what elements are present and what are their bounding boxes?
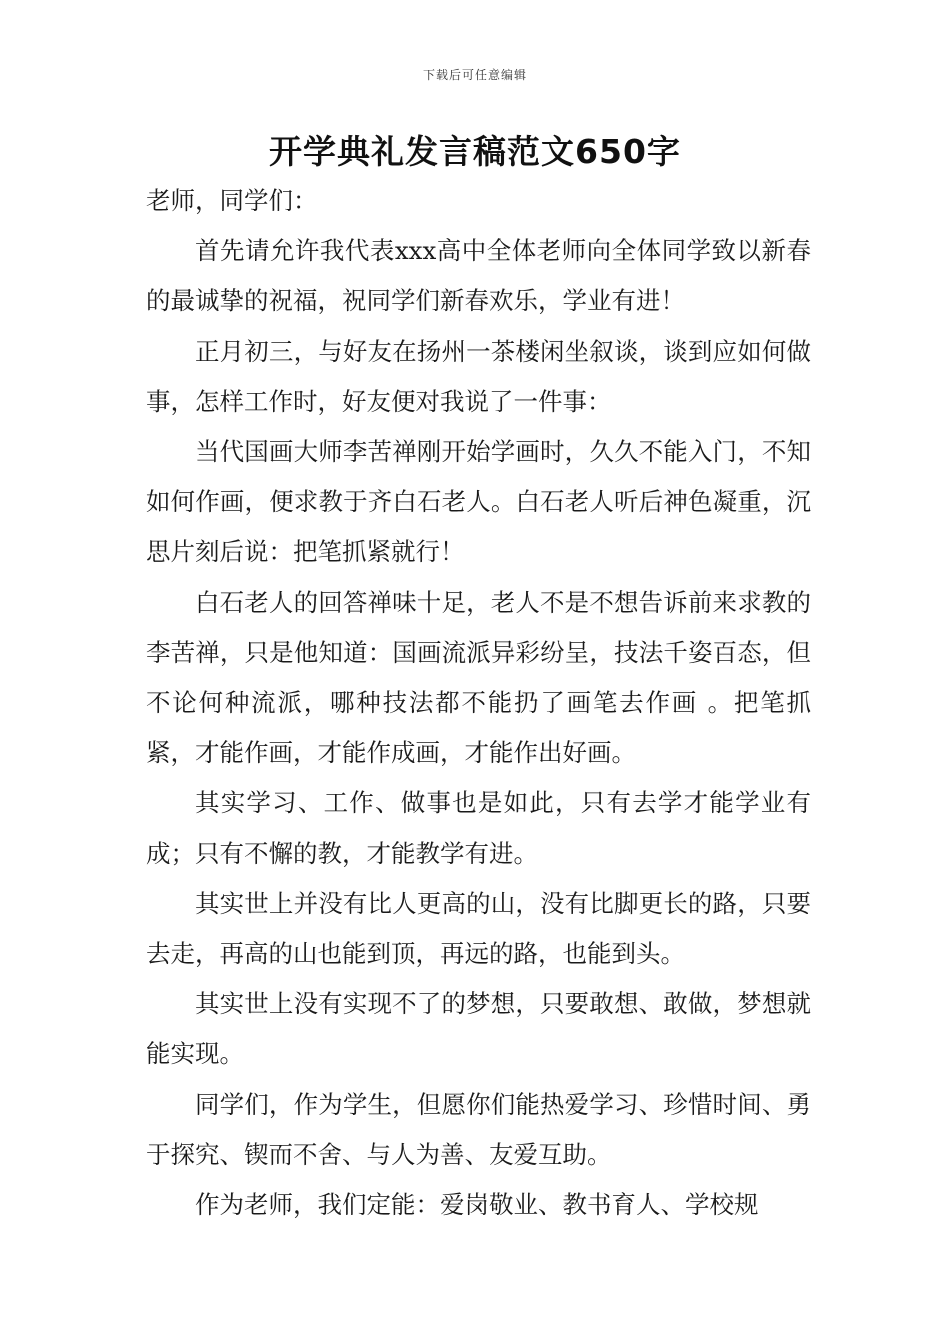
paragraph: 其实学习、工作、做事也是如此，只有去学才能学业有成；只有不懈的教，才能教学有进。 (146, 788, 811, 868)
paragraph: 其实世上没有实现不了的梦想，只要敢想、敢做，梦想就能实现。 (146, 989, 811, 1069)
paragraph: 当代国画大师李苦禅刚开始学画时，久久不能入门，不知如何作画，便求教于齐白石老人。白石老人听后神色凝重，沉思片刻后说：把笔抓紧就行！ (146, 437, 811, 567)
document-body (146, 176, 811, 1230)
page-title: 开学典礼发言稿范文650字 (269, 132, 681, 171)
header-note: 下载后可任意编辑 (422, 68, 527, 82)
paragraph: 正月初三，与好友在扬州一茶楼闲坐叙谈，谈到应如何做事，怎样工作时，好友便对我说了一件事： (146, 336, 811, 416)
greeting-line: 老师，同学们： (146, 186, 318, 215)
paragraph: 首先请允许我代表xxx高中全体老师向全体同学致以新春的最诚挚的祝福，祝同学们新春欢乐，学业有进！ (146, 236, 811, 316)
paragraph: 作为老师，我们定能：爱岗敬业、教书育人、学校规 (195, 1190, 759, 1220)
paragraph: 其实世上并没有比人更高的山，没有比脚更长的路，只要去走，再高的山也能到顶，再远的路，也能到头。 (146, 888, 811, 969)
paragraph: 白石老人的回答禅味十足，老人不是不想告诉前来求教的李苦禅，只是他知道：国画流派异彩纷呈，技法千姿百态，但不论何种流派，哪种技法都不能扔了画笔去作画 。把笔抓紧，才能作画，才能作成画，才能作出好画。 (146, 587, 811, 768)
paragraph: 同学们，作为学生，但愿你们能热爱学习、珍惜时间、勇于探究、锲而不舍、与人为善、友爱互助。 (146, 1089, 811, 1169)
